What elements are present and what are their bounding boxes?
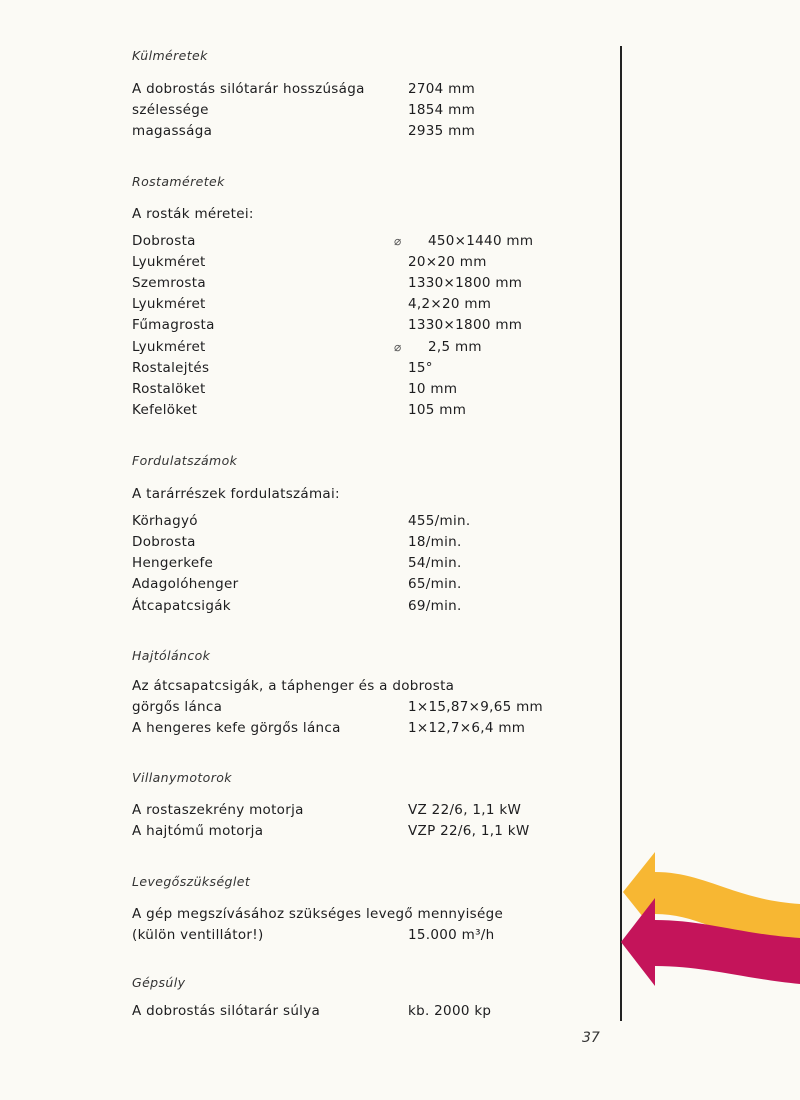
spec-value: 2704 mm xyxy=(408,81,476,97)
spec-label: A hajtómű motorja xyxy=(132,823,264,839)
spec-label: Lyukméret xyxy=(132,254,206,270)
spec-row xyxy=(132,378,612,400)
spec-label: Adagolóhenger xyxy=(132,576,239,592)
spec-label: A dobrostás silótarár hosszúsága xyxy=(132,81,365,97)
spec-value: 4,2×20 mm xyxy=(408,296,492,312)
spec-value: kb. 2000 kp xyxy=(408,1003,492,1019)
spec-row xyxy=(132,357,612,379)
spec-label: Rostalejtés xyxy=(132,360,210,376)
spec-value: 65/min. xyxy=(408,576,462,592)
spec-value: VZP 22/6, 1,1 kW xyxy=(408,823,530,839)
spec-value: 15.000 m³/h xyxy=(408,927,495,943)
spec-label: Lyukméret xyxy=(132,296,206,312)
spec-row xyxy=(132,78,612,100)
spec-value: 69/min. xyxy=(408,598,462,614)
spec-row xyxy=(132,314,612,336)
spec-label: Hengerkefe xyxy=(132,555,214,571)
section-intro: A rosták méretei: xyxy=(132,206,254,222)
spec-row xyxy=(132,1000,612,1022)
diameter-symbol: ⌀ xyxy=(394,234,402,248)
spec-label: A dobrostás silótarár súlya xyxy=(132,1003,321,1019)
spec-value: 10 mm xyxy=(408,381,458,397)
spec-label: görgős lánca xyxy=(132,699,223,715)
section-heading-fordulatszamok: Fordulatszámok xyxy=(132,453,238,468)
spec-value: 54/min. xyxy=(408,555,462,571)
spec-row xyxy=(132,251,612,273)
spec-row xyxy=(132,120,612,142)
spec-value: 455/min. xyxy=(408,513,471,529)
diameter-symbol: ⌀ xyxy=(394,340,402,354)
spec-label: szélessége xyxy=(132,102,209,118)
section-heading-hajtolancok: Hajtóláncok xyxy=(132,648,211,663)
spec-value: 15° xyxy=(408,360,433,376)
spec-row xyxy=(132,272,612,294)
spec-label: A rostaszekrény motorja xyxy=(132,802,304,818)
spec-label: Dobrosta xyxy=(132,534,196,550)
spec-label: A hengeres kefe görgős lánca xyxy=(132,720,341,736)
spec-row xyxy=(132,99,612,121)
spec-label: Dobrosta xyxy=(132,233,196,249)
decorative-arrows xyxy=(615,850,800,990)
spec-label: Átcapatcsigák xyxy=(132,598,231,614)
spec-row xyxy=(132,799,612,821)
spec-row xyxy=(132,510,612,532)
spec-row xyxy=(132,399,612,421)
section-heading-villanymotorok: Villanymotorok xyxy=(132,770,232,785)
spec-row xyxy=(132,293,612,315)
spec-value: 1×12,7×6,4 mm xyxy=(408,720,526,736)
spec-row xyxy=(132,696,612,718)
spec-label: magassága xyxy=(132,123,213,139)
spec-row xyxy=(132,573,612,595)
spec-row xyxy=(132,717,612,739)
spec-label: Körhagyó xyxy=(132,513,198,529)
section-intro: Az átcsapatcsigák, a táphenger és a dobrosta xyxy=(132,678,455,694)
spec-row xyxy=(132,531,612,553)
spec-value: 450×1440 mm xyxy=(428,233,534,249)
section-heading-kulmeretek: Külméretek xyxy=(132,48,208,63)
spec-row xyxy=(132,552,612,574)
spec-row xyxy=(132,336,612,358)
spec-value: 2,5 mm xyxy=(428,339,482,355)
section-intro: A tarárrészek fordulatszámai: xyxy=(132,486,340,502)
spec-value: 2935 mm xyxy=(408,123,476,139)
spec-row xyxy=(132,230,612,252)
spec-label: Lyukméret xyxy=(132,339,206,355)
spec-value: 1330×1800 mm xyxy=(408,275,523,291)
spec-value: 20×20 mm xyxy=(408,254,487,270)
spec-label: Fűmagrosta xyxy=(132,317,215,333)
spec-value: 1×15,87×9,65 mm xyxy=(408,699,544,715)
section-heading-rostameretek: Rostaméretek xyxy=(132,174,225,189)
spec-label: Rostalöket xyxy=(132,381,206,397)
spec-value: 1854 mm xyxy=(408,102,476,118)
spec-value: VZ 22/6, 1,1 kW xyxy=(408,802,522,818)
section-heading-gepsuly: Gépsúly xyxy=(132,975,186,990)
section-heading-levego: Levegőszükséglet xyxy=(132,874,251,889)
spec-row xyxy=(132,924,612,946)
section-intro: A gép megszívásához szükséges levegő mennyisége xyxy=(132,906,504,922)
spec-value: 105 mm xyxy=(408,402,467,418)
spec-label: Szemrosta xyxy=(132,275,206,291)
page-number: 37 xyxy=(582,1030,600,1046)
spec-value: 1330×1800 mm xyxy=(408,317,523,333)
spec-row xyxy=(132,595,612,617)
spec-row xyxy=(132,820,612,842)
spec-label: (külön ventillátor!) xyxy=(132,927,264,943)
spec-value: 18/min. xyxy=(408,534,462,550)
spec-label: Kefelöket xyxy=(132,402,198,418)
